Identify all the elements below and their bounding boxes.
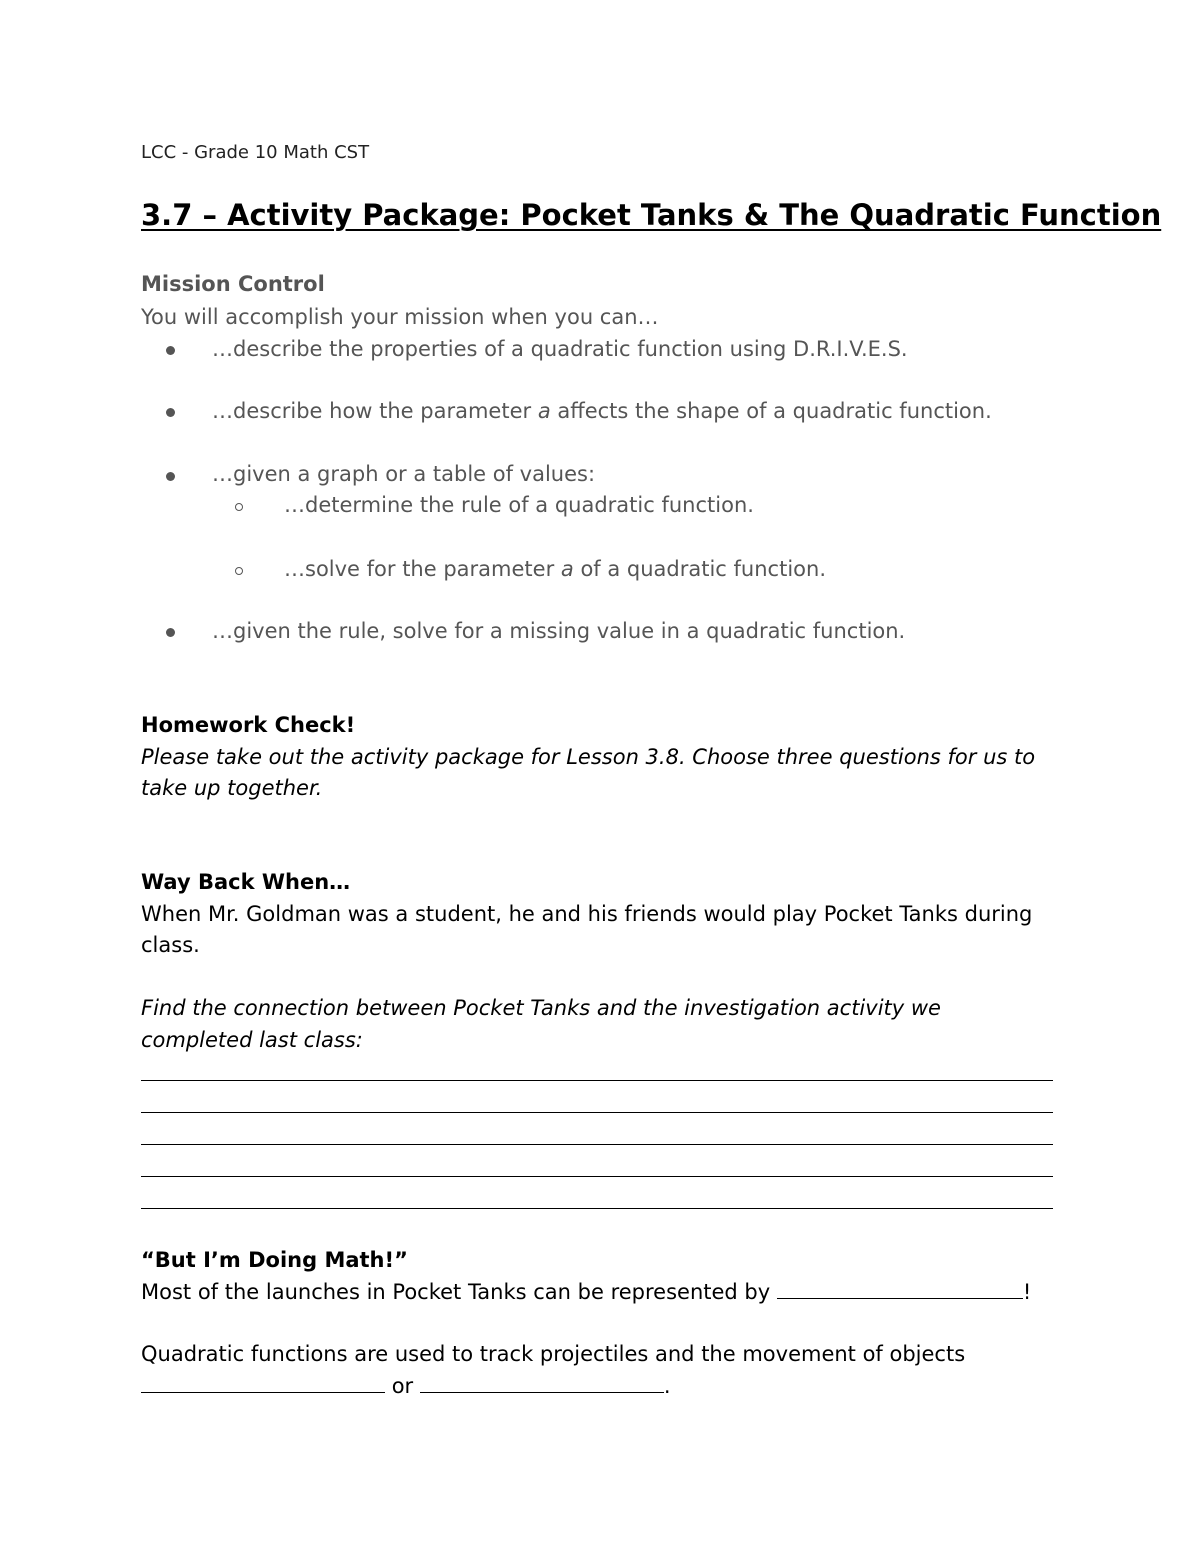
math-heading: “But I’m Doing Math!” [141,1248,408,1272]
period: . [663,1374,671,1398]
sub-bullet-2-text-end: of a quadratic function. [573,557,826,581]
bullet-2-text: …describe how the parameter [212,399,538,423]
math-line-1-text: Most of the launches in Pocket Tanks can be represented by [141,1280,777,1304]
bullet-2-text-end: affects the shape of a quadratic function. [550,399,992,423]
mission-bullet-3: …given a graph or a table of values: [212,462,596,486]
answer-line[interactable] [141,1080,1053,1081]
wayback-line-2: class. [141,933,200,957]
bullet-dot-icon [166,408,175,417]
answer-line[interactable] [141,1112,1053,1113]
bullet-dot-icon [166,346,175,355]
homework-line-1: Please take out the activity package for Lesson 3.8. Choose three questions for us to [141,745,1036,769]
mission-bullet-4: …given the rule, solve for a missing value in a quadratic function. [212,619,906,643]
fill-in-blank[interactable] [777,1297,1023,1299]
answer-line[interactable] [141,1144,1053,1145]
bullet-dot-icon [166,628,175,637]
answer-line[interactable] [141,1176,1053,1177]
bullet-dot-icon [166,472,175,481]
math-line-3 [141,1374,671,1398]
answer-line[interactable] [141,1208,1053,1209]
mission-bullet-1: …describe the properties of a quadratic function using D.R.I.V.E.S. [212,337,908,361]
math-line-2: Quadratic functions are used to track projectiles and the movement of objects [141,1342,966,1366]
wayback-heading: Way Back When… [141,870,351,894]
homework-heading: Homework Check! [141,713,356,737]
sub-bullet-circle-icon [235,567,243,575]
parameter-a: a [560,557,574,581]
parameter-a: a [537,399,551,423]
mission-intro: You will accomplish your mission when you can… [141,305,659,329]
course-header: LCC - Grade 10 Math CST [141,142,370,163]
mission-sub-bullet-2 [284,557,826,581]
fill-in-blank[interactable] [420,1391,664,1393]
homework-line-2: take up together. [141,776,323,800]
math-line-1 [141,1280,1031,1304]
wayback-line-1: When Mr. Goldman was a student, he and his friends would play Pocket Tanks during [141,902,1033,926]
page-title: 3.7 – Activity Package: Pocket Tanks & The Quadratic Function [141,198,1162,232]
wayback-prompt-2: completed last class: [141,1028,363,1052]
or-word: or [391,1374,414,1398]
sub-bullet-circle-icon [235,503,243,511]
wayback-prompt-1: Find the connection between Pocket Tanks and the investigation activity we [141,996,941,1020]
mission-bullet-2 [212,399,992,423]
sub-bullet-2-text: …solve for the parameter [284,557,561,581]
mission-heading: Mission Control [141,272,325,296]
mission-sub-bullet-1: …determine the rule of a quadratic function. [284,493,754,517]
math-line-1-end: ! [1022,1280,1032,1304]
fill-in-blank[interactable] [141,1391,385,1393]
